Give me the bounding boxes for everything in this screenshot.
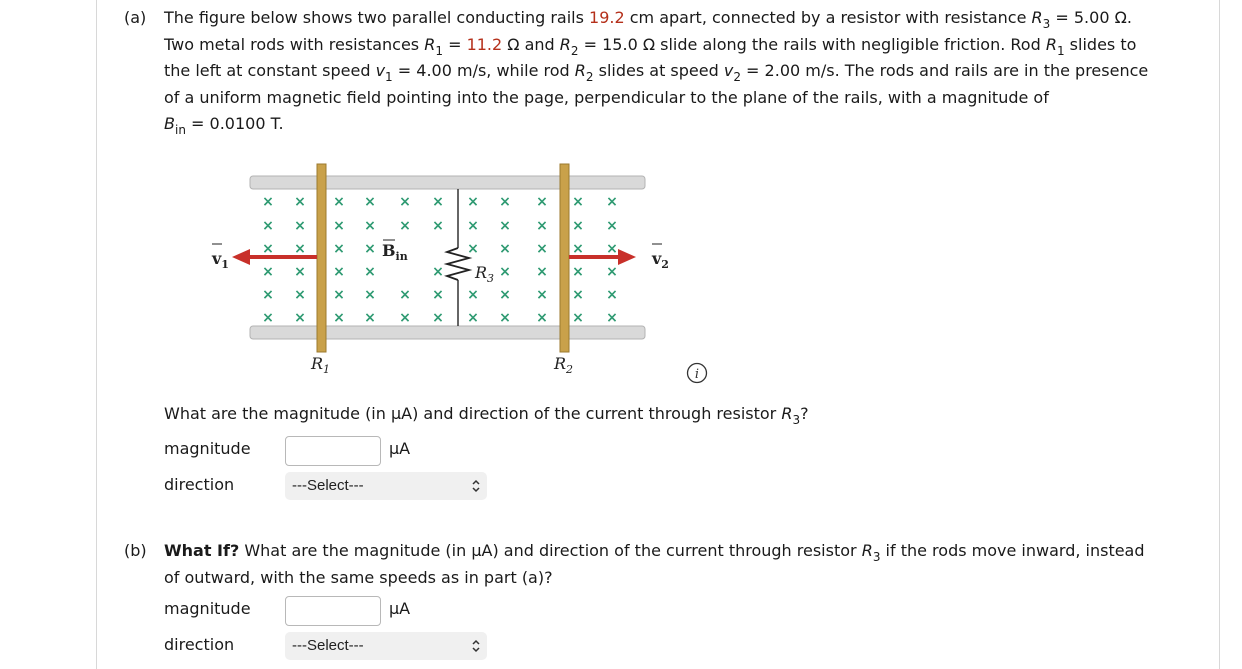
field-x-mark: ×: [333, 241, 345, 257]
field-x-mark: ×: [294, 264, 306, 280]
part-b-direction-value: ---Select---: [292, 637, 364, 654]
field-x-mark: ×: [262, 194, 274, 210]
field-x-mark: ×: [536, 218, 548, 234]
resistor-r3: [447, 248, 469, 280]
field-x-mark: ×: [572, 310, 584, 326]
part-a-problem: The figure below shows two parallel conducting rails 19.2 cm apart, connected by a resistor with resistance $R_3 = 5.00$ Ω. Two metal rods with resistances $R_1 = 11.2$ Ω and $R_2 = 15.0$ Ω slide along the rails with negligible friction. Rod $R_1$ slides to the left at constant speed $v_1 = 4.00$ m/s, while rod $R_2$ slides at speed $v_2 = 2.00$ m/s. The rods and rails are in the presence of a uniform magnetic field pointing into the page, perpendicular to the plane of the rails, with a magnitude of $B_{in} = 0.0100$ T.: [164, 8, 1149, 137]
field-x-mark: ×: [432, 218, 444, 234]
field-x-mark: ×: [333, 287, 345, 303]
top-rail: [250, 176, 645, 189]
field-x-mark: ×: [333, 218, 345, 234]
chevron-updown-icon: [471, 478, 481, 494]
field-x-mark: ×: [262, 287, 274, 303]
field-x-mark: ×: [467, 310, 479, 326]
b-in-label: $B_{in}$: [382, 241, 408, 263]
part-b-direction-label: direction: [164, 635, 235, 654]
field-x-mark: ×: [432, 310, 444, 326]
field-x-mark: ×: [606, 264, 618, 280]
field-x-mark: ×: [432, 194, 444, 210]
field-x-mark: ×: [536, 264, 548, 280]
field-x-mark: ×: [536, 194, 548, 210]
field-x-mark: ×: [499, 310, 511, 326]
field-x-mark: ×: [499, 218, 511, 234]
part-b-label: (b): [124, 541, 147, 560]
chevron-updown-icon: [471, 638, 481, 654]
bottom-rail: [250, 326, 645, 339]
field-x-mark: ×: [364, 218, 376, 234]
field-x-mark: ×: [467, 287, 479, 303]
field-x-mark: ×: [294, 218, 306, 234]
field-x-mark: ×: [333, 194, 345, 210]
part-b-direction-select[interactable]: [285, 632, 487, 660]
field-x-mark: ×: [364, 264, 376, 280]
field-x-mark: ×: [364, 310, 376, 326]
field-x-mark: ×: [572, 287, 584, 303]
part-b-magnitude-label: magnitude: [164, 599, 251, 618]
part-a-direction-select[interactable]: [285, 472, 487, 500]
info-icon[interactable]: [686, 362, 708, 384]
circuit-figure: [200, 160, 690, 385]
r2-label: $R_2$: [554, 354, 574, 376]
rod-r1: [317, 164, 326, 352]
part-b-magnitude-input[interactable]: [285, 596, 381, 626]
part-a-unit: μA: [389, 439, 411, 458]
field-x-mark: ×: [432, 287, 444, 303]
field-x-mark: ×: [606, 241, 618, 257]
rail-spacing-value: 19.2: [589, 8, 625, 27]
field-x-mark: ×: [364, 287, 376, 303]
field-x-mark: ×: [262, 241, 274, 257]
field-x-mark: ×: [294, 241, 306, 257]
field-x-mark: ×: [432, 264, 444, 280]
part-a-direction-value: ---Select---: [292, 477, 364, 494]
v1-arrowhead: [232, 249, 250, 265]
field-x-mark: ×: [467, 194, 479, 210]
v2-arrowhead: [618, 249, 636, 265]
part-a-label: (a): [124, 8, 147, 27]
rod-r2: [560, 164, 569, 352]
field-x-mark: ×: [399, 218, 411, 234]
field-x-mark: ×: [606, 310, 618, 326]
field-x-mark: ×: [399, 310, 411, 326]
field-x-mark: ×: [262, 218, 274, 234]
field-x-mark: ×: [294, 310, 306, 326]
field-x-mark: ×: [606, 218, 618, 234]
field-x-mark: ×: [467, 218, 479, 234]
v2-label: $v_2$: [652, 249, 669, 271]
field-x-mark: ×: [499, 194, 511, 210]
field-x-mark: ×: [399, 194, 411, 210]
r3-label: $R_3$: [475, 263, 495, 285]
field-x-mark: ×: [499, 264, 511, 280]
part-a-direction-label: direction: [164, 475, 235, 494]
svg-text:i: i: [694, 367, 700, 382]
r1-value: 11.2: [466, 34, 503, 54]
field-x-mark: ×: [606, 194, 618, 210]
part-b-question: What If? What are the magnitude (in μA) and direction of the current through resistor $R_3$ if the rods move inward, instead of outward, with the same speeds as in part (a)?: [164, 541, 1145, 587]
v1-label: $v_1$: [212, 249, 229, 271]
part-a-question: What are the magnitude (in μA) and direction of the current through resistor $R_3$?: [164, 404, 809, 427]
field-x-mark: ×: [536, 310, 548, 326]
field-x-mark: ×: [572, 264, 584, 280]
field-x-mark: ×: [364, 241, 376, 257]
field-x-mark: ×: [499, 241, 511, 257]
field-x-mark: ×: [499, 287, 511, 303]
part-a-magnitude-label: magnitude: [164, 439, 251, 458]
field-x-mark: ×: [536, 241, 548, 257]
field-x-mark: ×: [294, 194, 306, 210]
field-x-mark: ×: [364, 194, 376, 210]
field-x-mark: ×: [606, 287, 618, 303]
field-x-mark: ×: [572, 194, 584, 210]
field-x-mark: ×: [262, 310, 274, 326]
field-x-mark: ×: [572, 218, 584, 234]
field-x-mark: ×: [572, 241, 584, 257]
part-a-magnitude-input[interactable]: [285, 436, 381, 466]
field-x-mark: ×: [294, 287, 306, 303]
field-x-mark: ×: [399, 287, 411, 303]
part-b-unit: μA: [389, 599, 411, 618]
r1-label: $R_1$: [311, 354, 331, 376]
field-x-mark: ×: [536, 287, 548, 303]
field-x-mark: ×: [333, 264, 345, 280]
field-x-mark: ×: [467, 241, 479, 257]
field-x-mark: ×: [333, 310, 345, 326]
field-x-mark: ×: [262, 264, 274, 280]
